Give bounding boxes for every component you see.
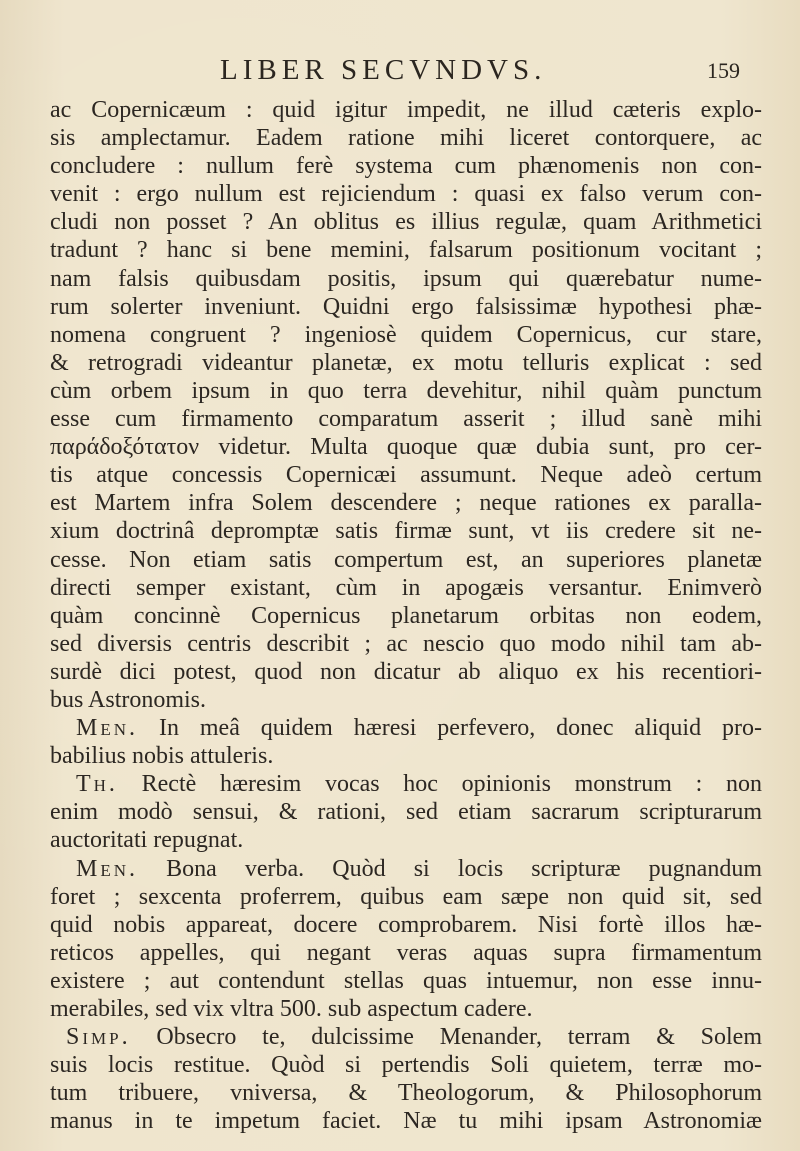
line-text: enim modò sensui, & rationi, sed etiam sacrarum scripturarum (50, 799, 762, 826)
line-text: ac Copernicæum : quid igitur impedit, ne illud cæteris explo- (50, 97, 762, 123)
text-line (50, 798, 762, 826)
text-line (50, 489, 762, 517)
line-text: foret ; sexcenta proferrem, quibus eam sæpe non quid sit, sed (50, 883, 762, 910)
line-text: quàm concinnè Copernicus planetarum orbitas non eodem, (50, 602, 762, 629)
line-text: sed diversis centris describit ; ac nescio quo modo nihil tam ab- (50, 630, 762, 657)
line-text: manus in te impetum faciet. Næ tu mihi ipsam Astronomiæ (50, 1108, 762, 1135)
text-line (50, 658, 762, 686)
line-text: quid nobis appareat, docere comprobarem. Nisi fortè illos hæ- (50, 911, 762, 938)
line-text: concludere : nullum ferè systema cum phænomenis non con- (50, 153, 762, 180)
line-text: reticos appelles, qui negant veras aquas supra firmamentum (50, 939, 762, 966)
text-line (50, 124, 762, 152)
text-line (50, 1051, 762, 1079)
line-text: nomena congruent ? ingeniosè quidem Copernicus, cur stare, (50, 321, 762, 348)
line-text: cesse. Non etiam satis compertum est, an superiores planetæ (50, 546, 762, 573)
text-line (50, 208, 762, 236)
line-text: tis atque concessis Copernicæi assumunt. Neque adeò certum (50, 462, 762, 489)
line-text: Rectè hæresim vocas hoc opinionis monstrum : non (141, 771, 763, 798)
text-line (50, 321, 762, 349)
line-text: tum tribuere, vniversa, & Theologorum, & Philosophorum (50, 1080, 762, 1107)
body-text (50, 96, 762, 1135)
line-text: auctoritati repugnat. (50, 827, 244, 854)
line-text: surdè dici potest, quod non dicatur ab aliquo ex his recentiori- (50, 658, 762, 685)
line-text: tradunt ? hanc si bene memini, falsarum positionum vocitant ; (50, 237, 762, 264)
line-text: esse cum firmamento comparatum asserit ; illud sanè mihi (50, 406, 762, 433)
book-section-title: LIBER SECVNDVS. (220, 54, 547, 86)
line-text: rum solerter inveniunt. Quidni ergo falsissimæ hypothesi phæ- (50, 293, 762, 320)
text-line (50, 152, 762, 180)
line-text: merabiles, sed vix vltra 500. sub aspectum cadere. (50, 996, 533, 1022)
text-line (50, 517, 762, 545)
text-line (50, 96, 762, 124)
text-line (50, 742, 762, 770)
text-line (50, 377, 762, 405)
line-text: existere ; aut contendunt stellas quas intuemur, non esse innu- (50, 967, 762, 994)
line-text: babilius nobis attuleris. (50, 743, 274, 770)
line-text: In meâ quidem hæresi perfevero, donec aliquid pro- (158, 715, 762, 742)
line-text: Obsecro te, dulcissime Menander, terram & Solem (156, 1024, 763, 1051)
text-line (50, 826, 762, 854)
line-text: cludi non posset ? An oblitus es illius regulæ, quam Arithmetici (50, 209, 762, 236)
speaker-label: Simp. (66, 1024, 131, 1051)
line-text: nam falsis quibusdam positis, ipsum qui quærebatur nume- (50, 265, 762, 292)
line-text: xium doctrinâ depromptæ satis firmæ sunt, vt iis credere sit ne- (50, 518, 762, 545)
text-line (50, 1023, 762, 1051)
text-line (50, 855, 762, 883)
text-line (50, 686, 762, 714)
speaker-label: Th. (76, 771, 118, 798)
line-text: est Martem infra Solem descendere ; neque rationes ex paralla- (50, 490, 762, 517)
text-line (50, 630, 762, 658)
text-line (50, 293, 762, 321)
speaker-label: Men. (76, 855, 139, 882)
text-line (50, 1079, 762, 1107)
text-line (50, 180, 762, 208)
text-line (50, 911, 762, 939)
line-text: directi semper existant, cùm in apogæis versantur. Enimverò (50, 574, 762, 601)
text-line (50, 265, 762, 293)
text-line (50, 574, 762, 602)
text-line (50, 883, 762, 911)
text-line (50, 546, 762, 574)
line-text: παράδοξότατον videtur. Multa quoque quæ dubia sunt, pro cer- (50, 434, 762, 461)
text-line (50, 236, 762, 264)
line-text: Bona verba. Quòd si locis scripturæ pugnandum (166, 855, 763, 882)
page-number: 159 (707, 58, 740, 83)
line-text: sis amplectamur. Eadem ratione mihi liceret contorquere, ac (50, 125, 762, 152)
text-line (50, 349, 762, 377)
line-text: cùm orbem ipsum in quo terra devehitur, nihil quàm punctum (50, 377, 762, 404)
text-line (50, 995, 762, 1023)
text-line (50, 433, 762, 461)
line-text: suis locis restitue. Quòd si pertendis Soli quietem, terræ mo- (50, 1052, 762, 1079)
text-line (50, 770, 762, 798)
text-line (50, 461, 762, 489)
line-text: & retrogradi videantur planetæ, ex motu telluris explicat : sed (50, 349, 762, 376)
text-line (50, 405, 762, 433)
running-head (220, 54, 740, 94)
line-text: bus Astronomis. (50, 686, 207, 713)
text-line (50, 967, 762, 995)
text-line (50, 939, 762, 967)
speaker-label: Men. (76, 715, 139, 742)
text-line (50, 1107, 762, 1135)
text-line (50, 602, 762, 630)
line-text: venit : ergo nullum est rejiciendum : quasi ex falso verum con- (50, 181, 762, 208)
text-line (50, 714, 762, 742)
